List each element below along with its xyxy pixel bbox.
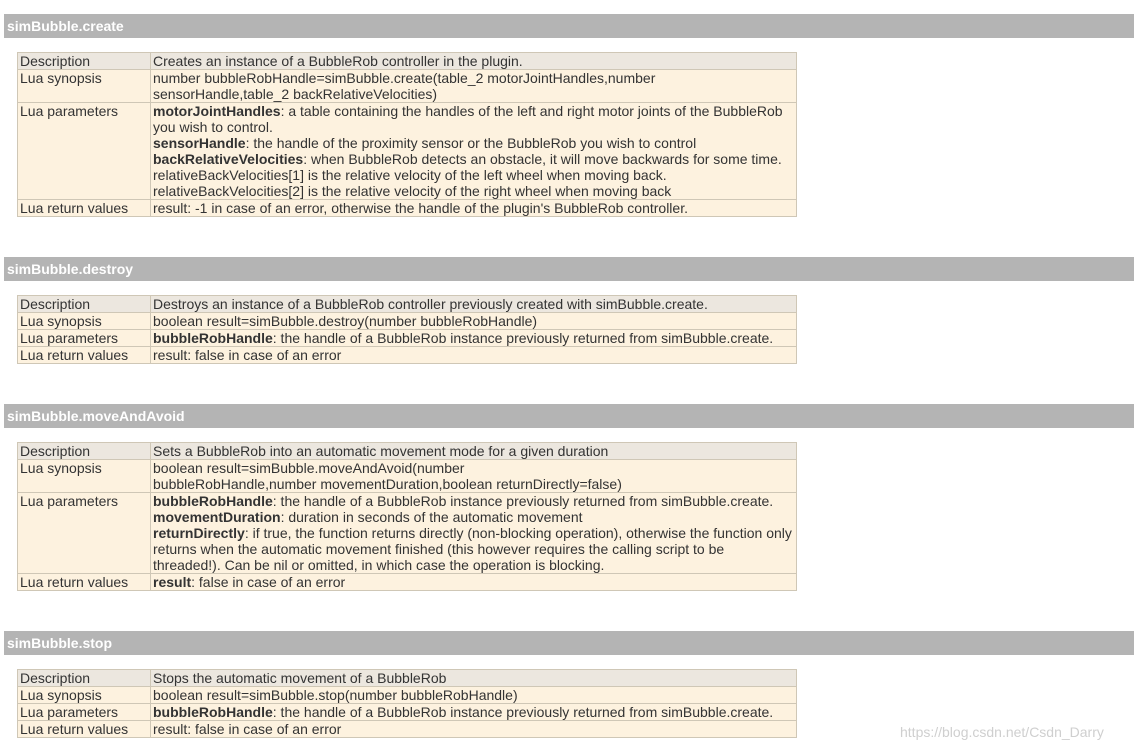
parameters-value [151,704,797,721]
row-label: Lua return values [18,721,151,738]
returns-value: result: false in case of an error [151,721,797,738]
param-text: : a table containing the handles of the left and right motor joints of the BubbleRob you wish to control. [153,103,783,135]
param-text: : the handle of a BubbleRob instance previously returned from simBubble.create. [272,704,774,720]
table-row [18,330,797,347]
param-name: bubbleRobHandle [153,704,273,720]
table-row [18,70,797,103]
section-simbubble-create [4,14,1134,216]
row-label: Description [18,670,151,687]
row-label: Lua parameters [18,330,151,347]
param-name: motorJointHandles [153,103,281,119]
row-label: Description [18,443,151,460]
table-row [18,200,797,217]
row-label: Lua parameters [18,103,151,200]
param-item [153,151,794,199]
api-table [17,442,797,591]
param-name: bubbleRobHandle [153,330,273,346]
returns-value [151,574,797,591]
section-header: simBubble.stop [4,631,1134,655]
return-name: result [153,574,192,590]
synopsis-value: boolean result=simBubble.stop(number bubbleRobHandle) [151,687,797,704]
synopsis-value: boolean result=simBubble.moveAndAvoid(number bubbleRobHandle,number movementDuration,boolean returnDirectly=false) [151,460,797,493]
param-name: sensorHandle [153,135,246,151]
description-value: Creates an instance of a BubbleRob controller in the plugin. [151,53,797,70]
section-header: simBubble.moveAndAvoid [4,404,1134,428]
param-name: bubbleRobHandle [153,493,273,509]
table-row [18,721,797,738]
table-row [18,443,797,460]
section-simbubble-destroy [4,257,1134,363]
row-label: Lua synopsis [18,687,151,704]
section-header: simBubble.create [4,14,1134,38]
table-row [18,574,797,591]
parameters-value [151,103,797,200]
row-label: Lua parameters [18,704,151,721]
return-text: : false in case of an error [191,574,346,590]
row-label: Lua synopsis [18,460,151,493]
table-row [18,704,797,721]
param-text: : duration in seconds of the automatic movement [280,509,583,525]
table-row [18,103,797,200]
table-row [18,670,797,687]
api-table [17,52,797,217]
table-row [18,460,797,493]
param-item [153,704,794,720]
returns-value: result: false in case of an error [151,347,797,364]
param-item [153,493,794,509]
section-header: simBubble.destroy [4,257,1134,281]
param-text: : if true, the function returns directly (non-blocking operation), otherwise the function only returns when the automatic movement finished (this however requires the calling script to be threaded!). Can be nil or omitted, in which case the operation is blocking. [153,525,792,573]
row-label: Description [18,296,151,313]
table-row [18,313,797,330]
table-row [18,493,797,574]
param-item [153,103,794,135]
table-row [18,53,797,70]
parameters-value [151,330,797,347]
row-label: Lua synopsis [18,70,151,103]
param-name: movementDuration [153,509,281,525]
param-text: : when BubbleRob detects an obstacle, it will move backwards for some time. relativeBackVelocities[1] is the relative velocity of the left wheel when moving back. relativeBackVelocities[2] is the relative velocity of the right wheel when moving back [153,151,782,199]
param-item [153,330,794,346]
row-label: Description [18,53,151,70]
synopsis-value: number bubbleRobHandle=simBubble.create(table_2 motorJointHandles,number sensorHandle,table_2 backRelativeVelocities) [151,70,797,103]
table-row [18,296,797,313]
api-table [17,295,797,364]
param-item [153,135,794,151]
section-simbubble-moveandavoid [4,404,1134,590]
description-value: Sets a BubbleRob into an automatic movement mode for a given duration [151,443,797,460]
synopsis-value: boolean result=simBubble.destroy(number bubbleRobHandle) [151,313,797,330]
param-name: backRelativeVelocities [153,151,304,167]
description-value: Destroys an instance of a BubbleRob controller previously created with simBubble.create. [151,296,797,313]
param-item [153,525,794,573]
parameters-value [151,493,797,574]
api-table [17,669,797,738]
row-label: Lua parameters [18,493,151,574]
table-row [18,687,797,704]
param-name: returnDirectly [153,525,245,541]
table-row [18,347,797,364]
row-label: Lua return values [18,347,151,364]
description-value: Stops the automatic movement of a BubbleRob [151,670,797,687]
param-text: : the handle of the proximity sensor or the BubbleRob you wish to control [245,135,697,151]
watermark: https://blog.csdn.net/Csdn_Darry [900,724,1104,740]
param-item [153,509,794,525]
param-text: : the handle of a BubbleRob instance previously returned from simBubble.create. [272,493,774,509]
row-label: Lua return values [18,574,151,591]
row-label: Lua return values [18,200,151,217]
param-text: : the handle of a BubbleRob instance previously returned from simBubble.create. [272,330,774,346]
row-label: Lua synopsis [18,313,151,330]
returns-value: result: -1 in case of an error, otherwise the handle of the plugin's BubbleRob controller. [151,200,797,217]
